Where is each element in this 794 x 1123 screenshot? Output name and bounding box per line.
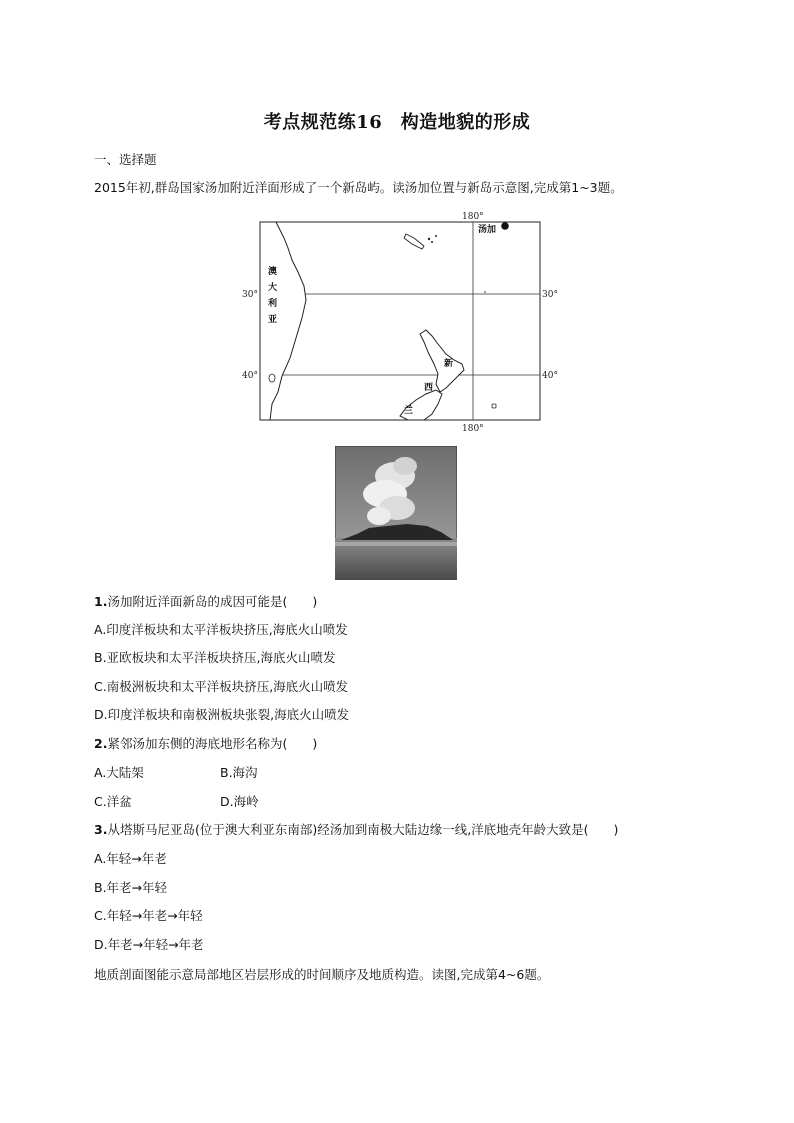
tonga-dot [501,222,509,230]
tonga-location-map [240,208,560,434]
lon-label-top: 180° [462,212,484,222]
q2-option-b[interactable]: B.海沟 [220,765,258,780]
australia-char-1: 澳 [268,267,278,277]
nz-char-1: 新 [444,359,454,369]
tonga-label: 汤加 [478,225,497,235]
australia-char-3: 利 [268,299,278,309]
page-title: 考点规范练16 构造地貌的形成 [263,112,531,133]
q2-option-d[interactable]: D.海岭 [220,794,259,809]
question-2-stem: 2.紧邻汤加东侧的海底地形名称为( ) [94,736,318,751]
small-island [269,374,275,382]
australia-char-4: 亚 [268,315,278,325]
q2-option-a[interactable]: A.大陆架 [94,765,144,780]
lat30-right: 30° [542,290,558,300]
lat30-left: 30° [242,290,258,300]
nz-char-3: 兰 [404,406,414,416]
q1-option-d[interactable]: D.印度洋板块和南极洲板块张裂,海底火山喷发 [94,707,350,722]
q2-option-c[interactable]: C.洋盆 [94,794,132,809]
lat40-right: 40° [542,371,558,381]
q3-option-b[interactable]: B.年老→年轻 [94,880,168,895]
section-heading: 一、选择题 [94,152,157,167]
q3-option-d[interactable]: D.年老→年轻→年老 [94,937,204,952]
question-1-stem: 1.汤加附近洋面新岛的成因可能是( ) [94,594,318,609]
outro-paragraph: 地质剖面图能示意局部地区岩层形成的时间顺序及地质构造。读图,完成第4~6题。 [94,967,550,982]
lon-label-bottom: 180° [462,424,484,434]
map-frame [260,222,540,420]
small-island [492,404,496,408]
q3-option-c[interactable]: C.年轻→年老→年轻 [94,908,203,923]
photo-svg [335,446,457,580]
q1-option-c[interactable]: C.南极洲板块和太平洋板块挤压,海底火山喷发 [94,679,349,694]
volcanic-island-photo [335,446,457,580]
question-3-stem: 3.从塔斯马尼亚岛(位于澳大利亚东南部)经汤加到南极大陆边缘一线,洋底地壳年龄大致是( ) [94,822,619,837]
intro-paragraph: 2015年初,群岛国家汤加附近洋面形成了一个新岛屿。读汤加位置与新岛示意图,完成第1~3题。 [94,180,623,195]
q1-option-b[interactable]: B.亚欧板块和太平洋板块挤压,海底火山喷发 [94,650,336,665]
map-svg [240,208,560,434]
australia-char-2: 大 [268,283,278,293]
q3-option-a[interactable]: A.年轻→年老 [94,851,167,866]
lat40-left: 40° [242,371,258,381]
nz-char-2: 西 [424,383,434,393]
q1-option-a[interactable]: A.印度洋板块和太平洋板块挤压,海底火山喷发 [94,622,348,637]
